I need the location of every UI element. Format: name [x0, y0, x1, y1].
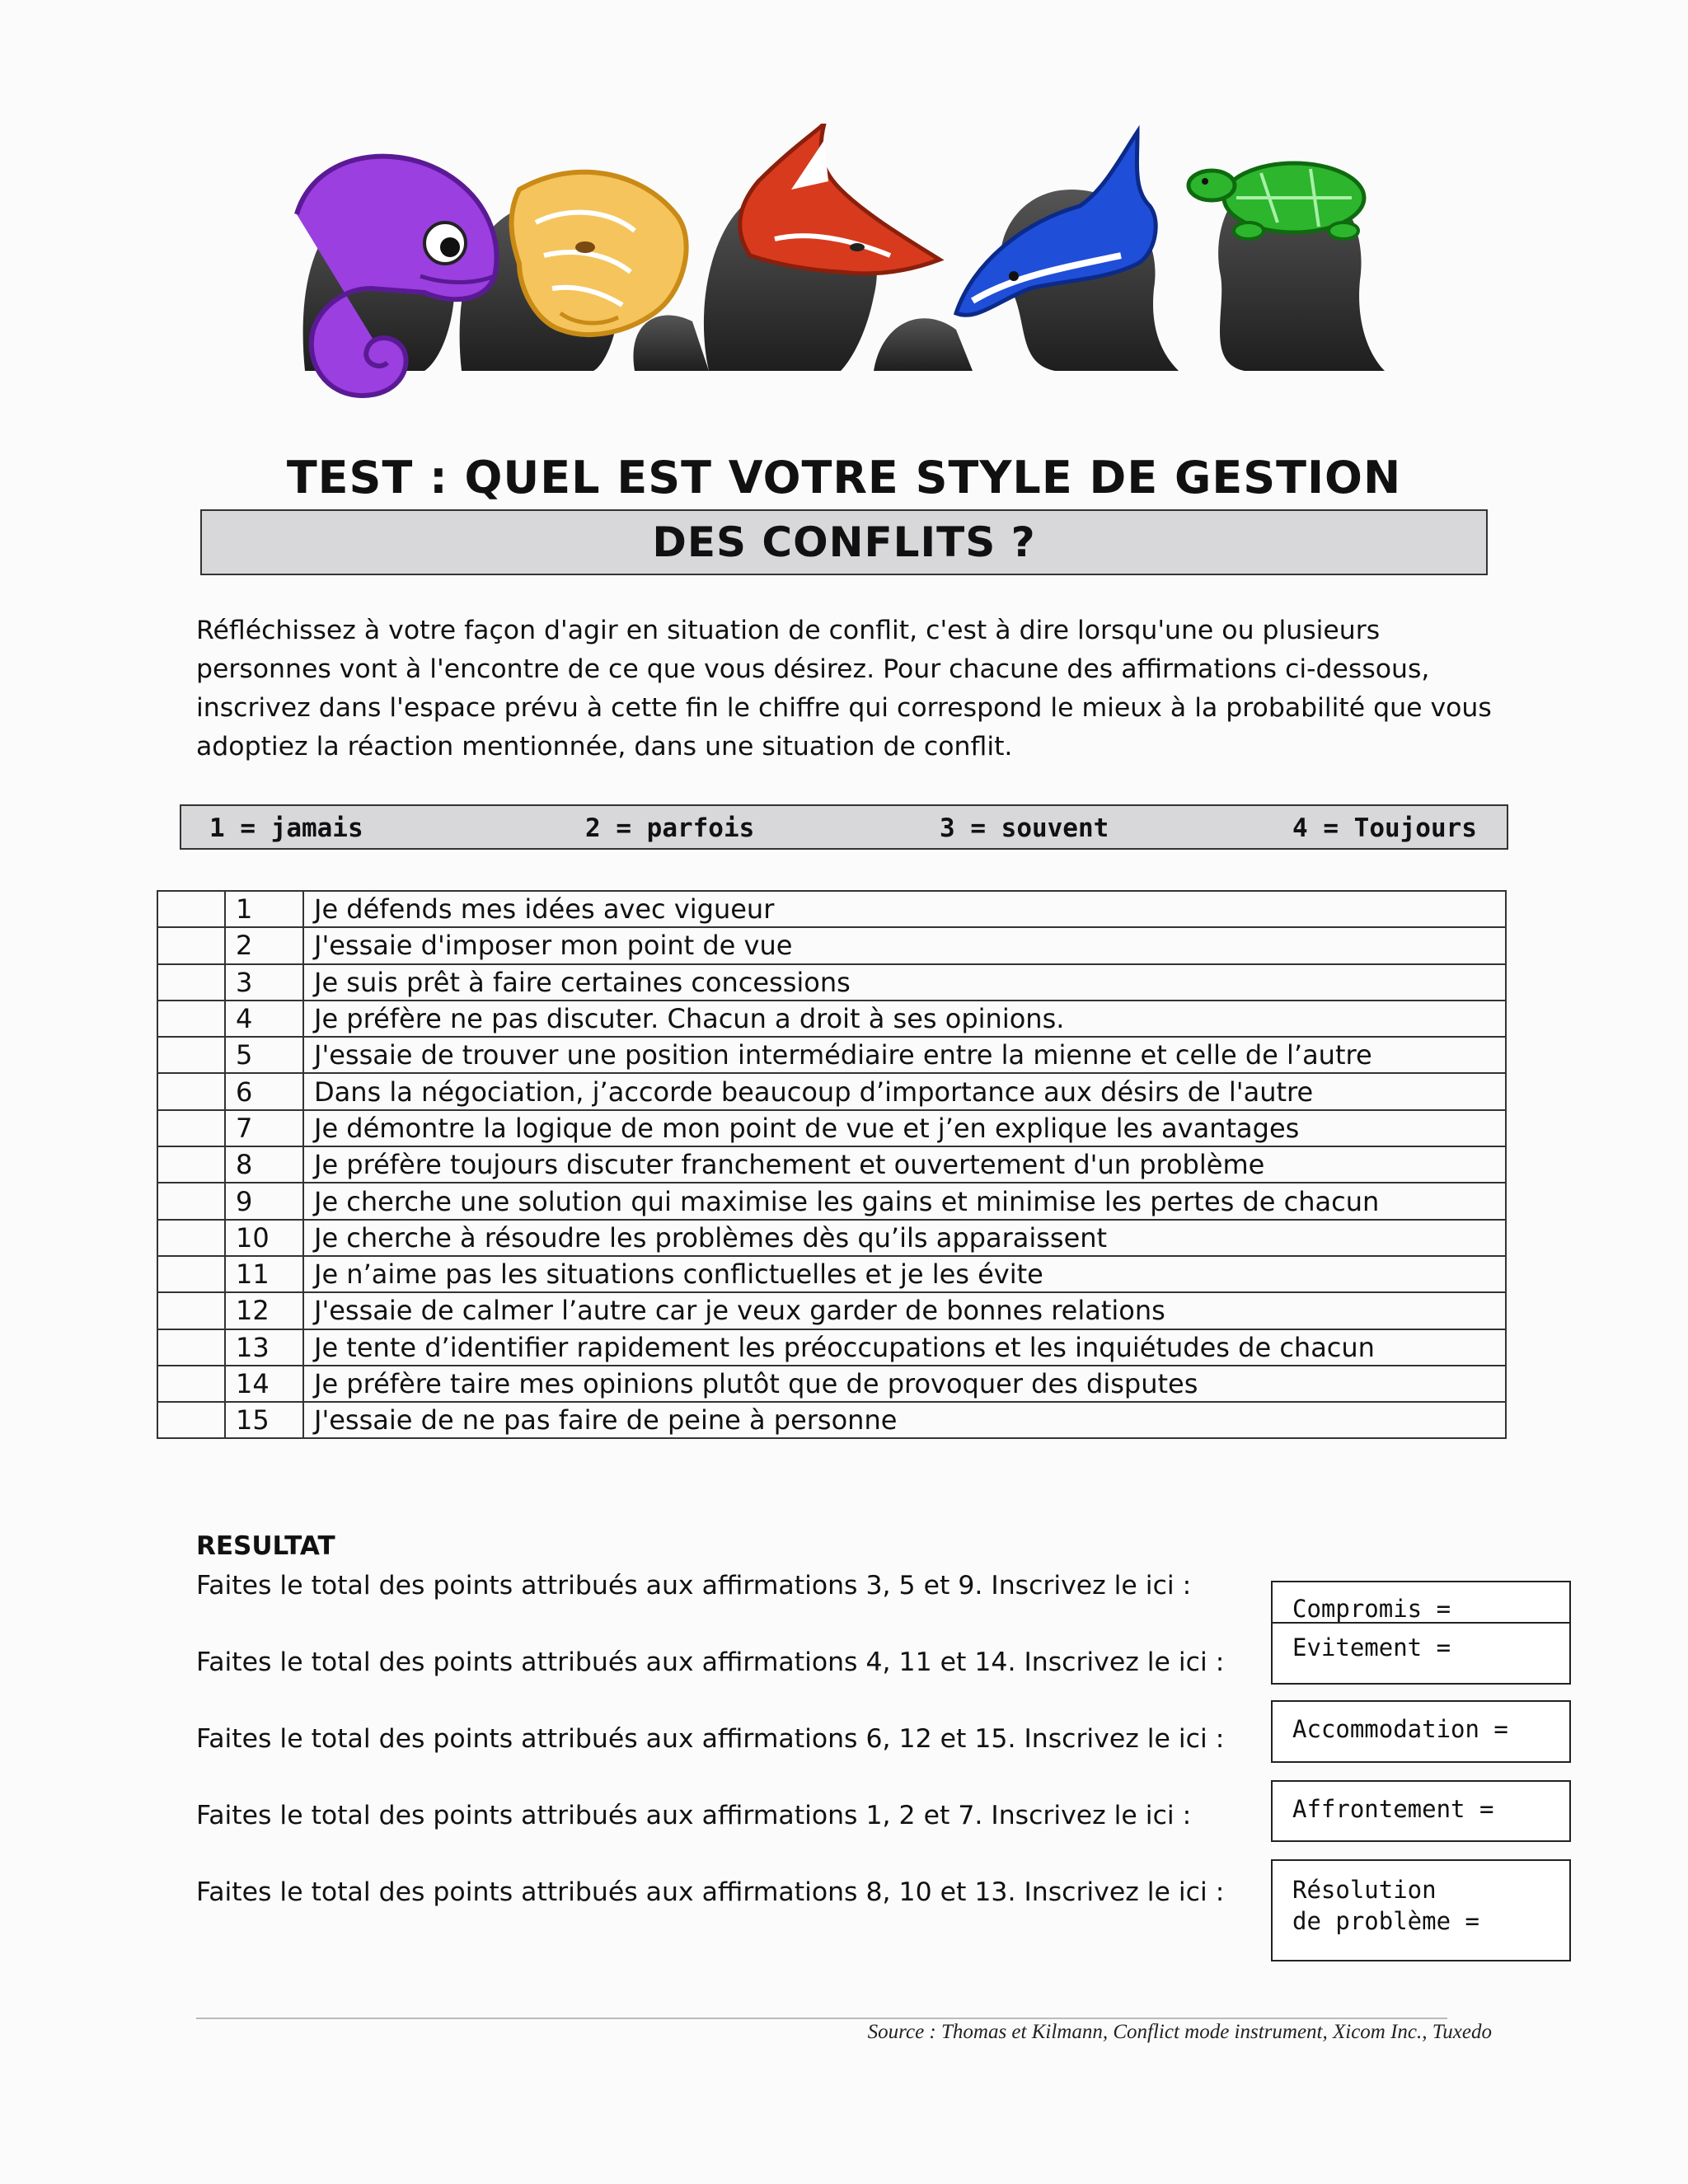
- statement-row: [157, 1402, 1506, 1438]
- statement-number: 14: [225, 1366, 303, 1402]
- statement-row: [157, 1073, 1506, 1109]
- answer-cell[interactable]: [157, 964, 225, 1001]
- statement-number: 10: [225, 1220, 303, 1256]
- statement-number: 2: [225, 927, 303, 963]
- statement-number: 8: [225, 1146, 303, 1183]
- statement-number: 15: [225, 1402, 303, 1438]
- statement-row: [157, 1146, 1506, 1183]
- statements-table: [157, 890, 1507, 1439]
- result-instruction: Faites le total des points attribués aux affirmations 4, 11 et 14. Inscrivez le ici :: [196, 1647, 1225, 1677]
- rating-scale-legend: [180, 804, 1508, 850]
- statement-row: [157, 927, 1506, 963]
- statement-number: 6: [225, 1073, 303, 1109]
- statement-row: [157, 1110, 1506, 1146]
- statement-number: 5: [225, 1037, 303, 1073]
- statement-row: [157, 1037, 1506, 1073]
- instructions-line: adoptiez la réaction mentionnée, dans une situation de conflit.: [196, 732, 1013, 762]
- answer-cell[interactable]: [157, 1037, 225, 1073]
- instructions-paragraph: [196, 612, 1507, 766]
- answer-cell[interactable]: [157, 1329, 225, 1366]
- statement-number: 7: [225, 1110, 303, 1146]
- statement-number: 3: [225, 964, 303, 1001]
- statement-row: [157, 1366, 1506, 1402]
- statement-text: J'essaie d'imposer mon point de vue: [303, 927, 1506, 963]
- score-box-affrontement[interactable]: [1271, 1780, 1571, 1842]
- scale-souvent: 3 = souvent: [940, 813, 1109, 843]
- statement-text: Je préfère toujours discuter franchement et ouvertement d'un problème: [303, 1146, 1506, 1183]
- statement-number: 12: [225, 1292, 303, 1329]
- score-box-compromis-evitement[interactable]: [1271, 1581, 1571, 1685]
- score-compromis[interactable]: Compromis =: [1273, 1582, 1569, 1624]
- score-affrontement[interactable]: Affrontement =: [1292, 1795, 1494, 1823]
- score-resolution-line1[interactable]: Résolution: [1292, 1876, 1437, 1904]
- statement-number: 9: [225, 1183, 303, 1219]
- result-instruction: Faites le total des points attribués aux affirmations 8, 10 et 13. Inscrivez le ici :: [196, 1877, 1225, 1907]
- lion-icon: [512, 172, 687, 335]
- scale-toujours: 4 = Toujours: [1292, 813, 1477, 843]
- statement-text: Je cherche une solution qui maximise les gains et minimise les pertes de chacun: [303, 1183, 1506, 1219]
- answer-cell[interactable]: [157, 1146, 225, 1183]
- statement-text: J'essaie de calmer l’autre car je veux garder de bonnes relations: [303, 1292, 1506, 1329]
- answer-cell[interactable]: [157, 1001, 225, 1037]
- answer-cell[interactable]: [157, 1110, 225, 1146]
- page-title-boxed: DES CONFLITS ?: [200, 509, 1488, 575]
- statement-number: 4: [225, 1001, 303, 1037]
- page-title: TEST : QUEL EST VOTRE STYLE DE GESTION: [286, 452, 1402, 504]
- footer-divider: [196, 2018, 1447, 2019]
- statement-text: Je cherche à résoudre les problèmes dès qu’ils apparaissent: [303, 1220, 1506, 1256]
- statement-text: Je tente d’identifier rapidement les préoccupations et les inquiétudes de chacun: [303, 1329, 1506, 1366]
- score-box-accommodation[interactable]: [1271, 1700, 1571, 1763]
- statement-text: J'essaie de ne pas faire de peine à personne: [303, 1402, 1506, 1438]
- instructions-line: Réfléchissez à votre façon d'agir en situation de conflit, c'est à dire lorsqu'une ou plusieurs: [196, 616, 1381, 645]
- statement-text: Je préfère taire mes opinions plutôt que de provoquer des disputes: [303, 1366, 1506, 1402]
- statement-text: Je n’aime pas les situations conflictuelles et je les évite: [303, 1256, 1506, 1292]
- statement-row: [157, 1329, 1506, 1366]
- statement-text: Dans la négociation, j’accorde beaucoup d’importance aux désirs de l'autre: [303, 1073, 1506, 1109]
- score-evitement[interactable]: Evitement =: [1292, 1633, 1451, 1661]
- statement-number: 13: [225, 1329, 303, 1366]
- result-instruction: Faites le total des points attribués aux affirmations 1, 2 et 7. Inscrivez le ici :: [196, 1801, 1192, 1830]
- result-instruction: Faites le total des points attribués aux affirmations 3, 5 et 9. Inscrivez le ici :: [196, 1571, 1192, 1601]
- statement-row: [157, 891, 1506, 927]
- statement-text: J'essaie de trouver une position intermédiaire entre la mienne et celle de l’autre: [303, 1037, 1506, 1073]
- statement-row: [157, 1220, 1506, 1256]
- result-instruction: Faites le total des points attribués aux affirmations 6, 12 et 15. Inscrivez le ici :: [196, 1724, 1225, 1754]
- score-box-resolution[interactable]: [1271, 1859, 1571, 1961]
- header-illustration: [247, 124, 1451, 437]
- answer-cell[interactable]: [157, 1292, 225, 1329]
- statement-text: Je démontre la logique de mon point de vue et j’en explique les avantages: [303, 1110, 1506, 1146]
- statement-number: 11: [225, 1256, 303, 1292]
- answer-cell[interactable]: [157, 1256, 225, 1292]
- score-resolution-line2[interactable]: de problème =: [1292, 1907, 1479, 1935]
- scale-parfois: 2 = parfois: [585, 813, 755, 843]
- fox-icon: [740, 124, 940, 274]
- answer-cell[interactable]: [157, 1220, 225, 1256]
- score-accommodation[interactable]: Accommodation =: [1292, 1715, 1508, 1743]
- instructions-line: personnes vont à l'encontre de ce que vous désirez. Pour chacune des affirmations ci-dessous,: [196, 654, 1430, 684]
- instructions-line: inscrivez dans l'espace prévu à cette fin le chiffre qui correspond le mieux à la probabilité que vous: [196, 693, 1492, 723]
- result-heading: RESULTAT: [196, 1531, 335, 1561]
- statement-row: [157, 1001, 1506, 1037]
- answer-cell[interactable]: [157, 1183, 225, 1219]
- answer-cell[interactable]: [157, 1366, 225, 1402]
- answer-cell[interactable]: [157, 1073, 225, 1109]
- statement-number: 1: [225, 891, 303, 927]
- turtle-icon: [1189, 163, 1364, 239]
- answer-cell[interactable]: [157, 927, 225, 963]
- statement-row: [157, 1183, 1506, 1219]
- answer-cell[interactable]: [157, 891, 225, 927]
- statement-text: Je préfère ne pas discuter. Chacun a droit à ses opinions.: [303, 1001, 1506, 1037]
- answer-cell[interactable]: [157, 1402, 225, 1438]
- statement-text: Je suis prêt à faire certaines concessions: [303, 964, 1506, 1001]
- statement-text: Je défends mes idées avec vigueur: [303, 891, 1506, 927]
- statement-row: [157, 1292, 1506, 1329]
- source-citation: Source : Thomas et Kilmann, Conflict mode instrument, Xicom Inc., Tuxedo: [867, 2021, 1492, 2043]
- statement-row: [157, 1256, 1506, 1292]
- scale-jamais: 1 = jamais: [209, 813, 363, 843]
- statement-row: [157, 964, 1506, 1001]
